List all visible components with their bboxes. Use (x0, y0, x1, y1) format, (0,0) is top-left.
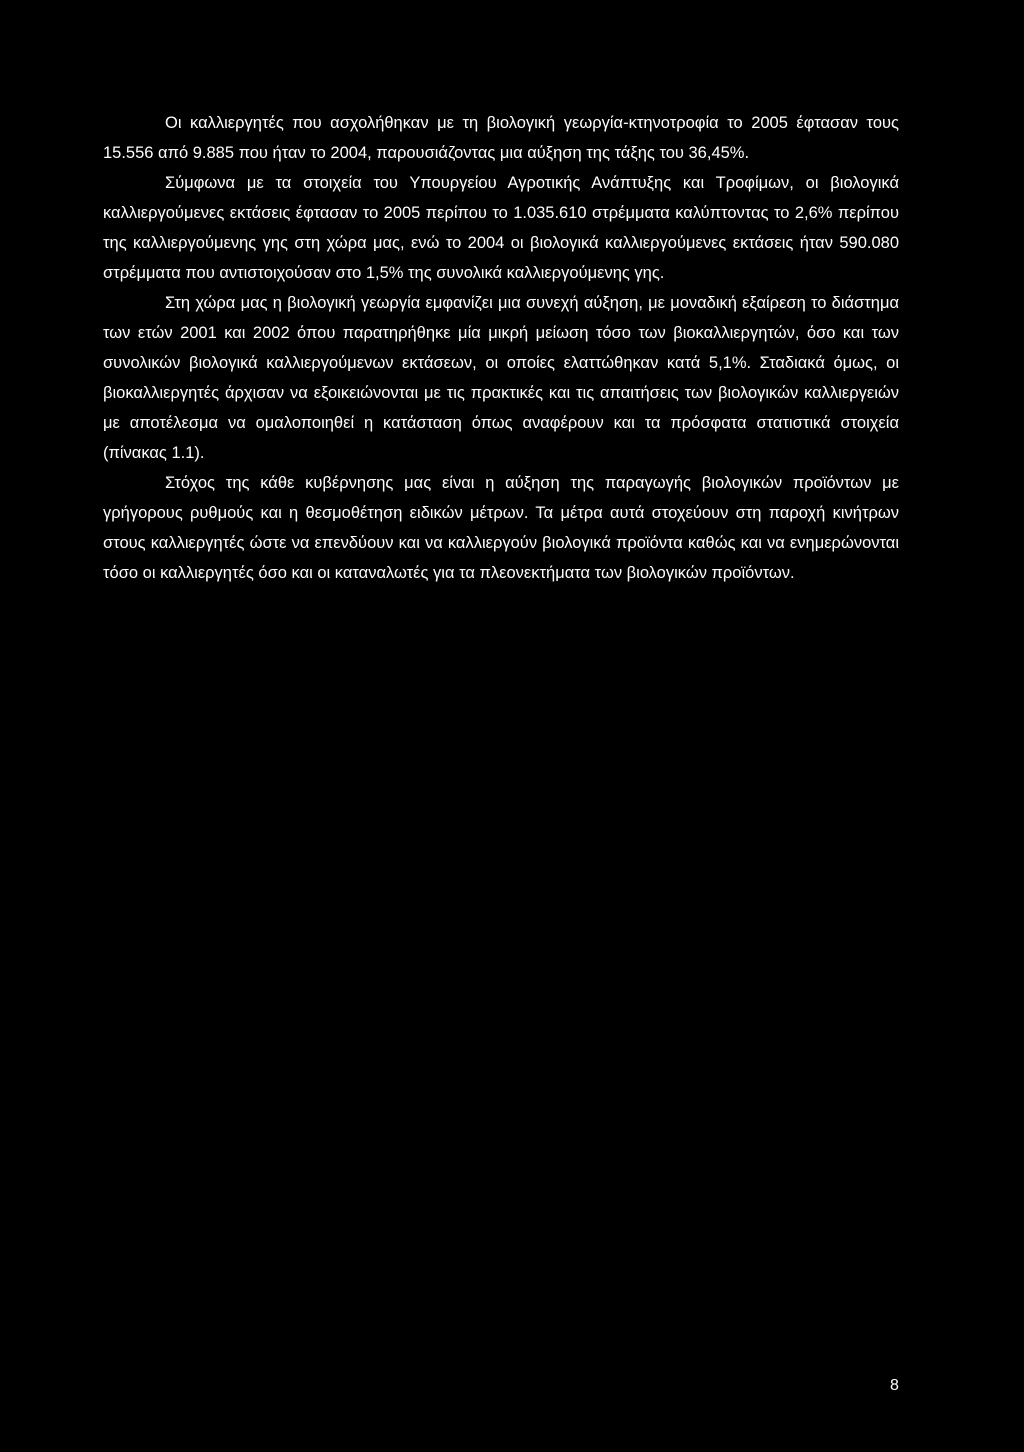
paragraph-growth-trend: Στη χώρα μας η βιολογική γεωργία εμφανίζει μια συνεχή αύξηση, με μοναδική εξαίρεση το διάστημα των ετών 2001 και 2002 όπου παρατηρήθηκε μία μικρή μείωση τόσο των βιοκαλλιεργητών, όσο και των συνολικών βιολογικά καλλιεργούμενων εκτάσεων, οι οποίες ελαττώθηκαν κατά 5,1%. Σταδιακά όμως, οι βιοκαλλιεργητές άρχισαν να εξοικειώνονται με τις πρακτικές και τις απαιτήσεις των βιολογικών καλλιεργειών με αποτέλεσμα να ομαλοποιηθεί η κατάσταση όπως αναφέρουν και τα πρόσφατα στατιστικά στοιχεία (πίνακας 1.1). (103, 294, 899, 462)
paragraph-government-goals: Στόχος της κάθε κυβέρνησης μας είναι η αύξηση της παραγωγής βιολογικών προϊόντων με γρήγορους ρυθμούς και η θεσμοθέτηση ειδικών μέτρων. Τα μέτρα αυτά στοχεύουν στη παροχή κινήτρων στους καλλιεργητές ώστε να επενδύουν και να καλλιεργούν βιολογικά προϊόντα καθώς και να ενημερώνονται τόσο οι καλλιεργητές όσο και οι καταναλωτές για τα πλεονεκτήματα των βιολογικών προϊόντων. (103, 474, 899, 582)
paragraph-cultivated-areas: Σύμφωνα με τα στοιχεία του Υπουργείου Αγροτικής Ανάπτυξης και Τροφίμων, οι βιολογικά καλλιεργούμενες εκτάσεις έφτασαν το 2005 περίπου το 1.035.610 στρέμματα καλύπτοντας το 2,6% περίπου της καλλιεργούμενης γης στη χώρα μας, ενώ το 2004 οι βιολογικά καλλιεργούμενες εκτάσεις ήταν 590.080 στρέμματα που αντιστοιχούσαν στο 1,5% της συνολικά καλλιεργούμενης γης. (103, 174, 899, 282)
body-text (103, 108, 899, 588)
page-number: 8 (890, 1377, 899, 1394)
paragraph-growers-2005: Οι καλλιεργητές που ασχολήθηκαν με τη βιολογική γεωργία-κτηνοτροφία το 2005 έφτασαν τους 15.556 από 9.885 που ήταν το 2004, παρουσιάζοντας μια αύξηση της τάξης του 36,45%. (103, 114, 899, 162)
